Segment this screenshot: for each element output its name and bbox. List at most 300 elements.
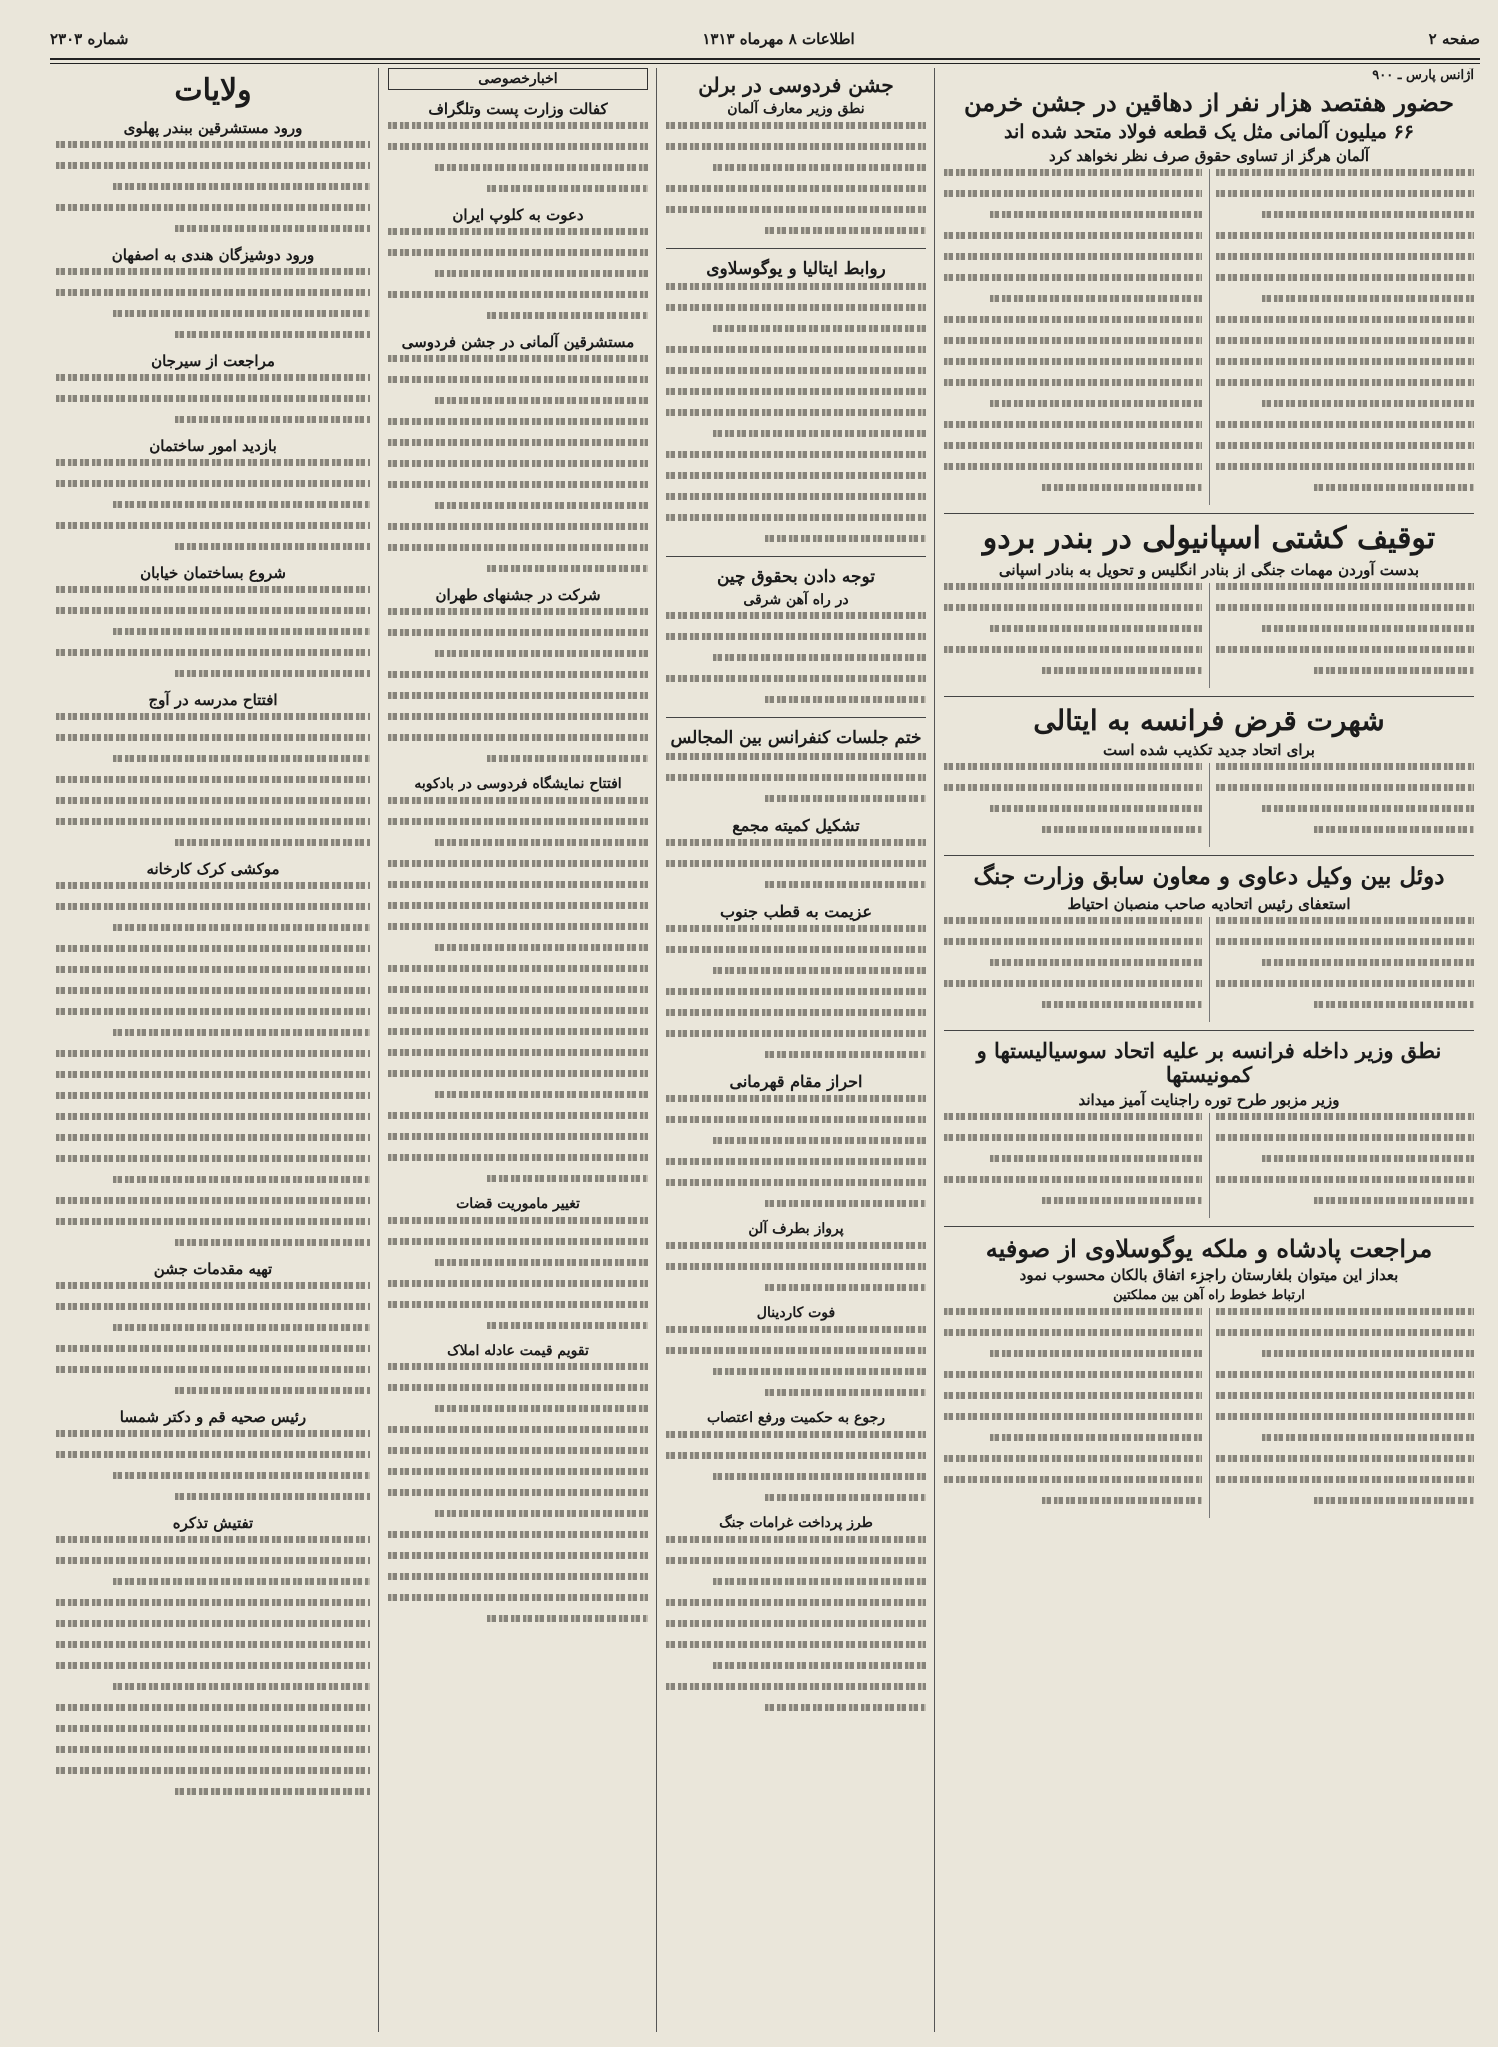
text-line (1262, 625, 1474, 632)
text-line (1216, 253, 1474, 260)
article-body (944, 1308, 1474, 1518)
text-line (388, 1217, 648, 1224)
text-line (388, 608, 648, 615)
text-line (56, 987, 370, 994)
text-line (1216, 604, 1474, 611)
text-line (113, 924, 370, 931)
text-line (56, 903, 370, 910)
text-line (56, 1641, 370, 1648)
subheadline-duel: استعفای رئیس اتحادیه صاحب منصبان احتیاط (1067, 894, 1351, 913)
text-line (666, 1620, 926, 1627)
text-line (56, 162, 370, 169)
text-line (56, 204, 370, 211)
text-line (765, 1200, 926, 1207)
text-line (666, 185, 926, 192)
text-line (388, 860, 648, 867)
article-body (944, 169, 1474, 505)
text-line (990, 295, 1202, 302)
column-rule (934, 68, 935, 2032)
subheadline-harvest-festival-2: آلمان هرگز از تساوی حقوق صرف نظر نخواهد کرد (1048, 147, 1370, 166)
text-line (388, 1028, 648, 1035)
headline-celebration-prep: تهیه مقدمات جشن (153, 1259, 273, 1278)
text-line (1314, 1497, 1474, 1504)
text-line (944, 646, 1202, 653)
article-body (944, 763, 1474, 847)
text-line (666, 1683, 926, 1690)
text-line (666, 839, 926, 846)
text-line (175, 1788, 370, 1795)
text-line (1216, 358, 1474, 365)
text-line (56, 1536, 370, 1543)
text-line (388, 544, 648, 551)
article-body (388, 1363, 648, 1622)
text-line (56, 1197, 370, 1204)
text-line (56, 1366, 370, 1373)
text-line (666, 493, 926, 500)
text-line (944, 442, 1202, 449)
subheadline-king-return: بعداز این میتوان بلغارستان راجزء اتفاق بالکان محسوب نمود (1019, 1266, 1399, 1285)
text-line (944, 1329, 1202, 1336)
text-line (113, 310, 370, 317)
article-body (56, 141, 370, 232)
text-line (944, 917, 1202, 924)
article-body (666, 1431, 926, 1501)
headline-conference-end: ختم جلسات کنفرانس بین المجالس (670, 728, 922, 749)
text-line (765, 227, 926, 234)
text-line (56, 797, 370, 804)
text-line (713, 430, 926, 437)
article-body (388, 797, 648, 1182)
text-line (487, 312, 648, 319)
text-line (666, 409, 926, 416)
text-line (56, 1746, 370, 1753)
article-body (56, 459, 370, 550)
text-line (56, 522, 370, 529)
text-line (175, 1387, 370, 1394)
text-line (56, 395, 370, 402)
text-line (388, 1133, 648, 1140)
text-line (1042, 484, 1202, 491)
headline-china-rights: توجه دادن بحقوق چین (716, 567, 876, 588)
text-line (56, 1430, 370, 1437)
text-line (944, 980, 1202, 987)
text-line (944, 337, 1202, 344)
text-line (388, 228, 648, 235)
text-line (56, 268, 370, 275)
text-line (666, 367, 926, 374)
text-line (944, 274, 1202, 281)
text-line (1216, 1176, 1474, 1183)
text-line (1216, 421, 1474, 428)
text-line (765, 535, 926, 542)
text-line (388, 1301, 648, 1308)
text-line (666, 206, 926, 213)
subheadline-interior-minister: وزیر مزبور طرح توره راجنایت آمیز میداند (1078, 1090, 1340, 1109)
text-line (1262, 805, 1474, 812)
text-line (666, 1431, 926, 1438)
masthead-rule (50, 58, 1480, 64)
column-rule (656, 68, 657, 2032)
text-line (56, 649, 370, 656)
headline-street-construction: شروع بساختمان خیابان (140, 563, 286, 582)
subheadline-loan-italy: برای اتحاد جدید تکذیب شده است (1103, 741, 1315, 760)
text-line (113, 1578, 370, 1585)
article-body (666, 1242, 926, 1291)
text-line (944, 421, 1202, 428)
text-line (713, 325, 926, 332)
text-line (388, 1594, 648, 1601)
text-line (666, 283, 926, 290)
text-line (1262, 295, 1474, 302)
text-line (666, 1452, 926, 1459)
text-line (1216, 1134, 1474, 1141)
text-line (1314, 484, 1474, 491)
text-line (388, 713, 648, 720)
text-line (487, 1175, 648, 1182)
headline-king-return: مراجعت پادشاه و ملکه یوگوسلاوی از صوفیه (985, 1233, 1433, 1263)
article-body (666, 753, 926, 802)
text-line (666, 122, 926, 129)
text-line (1216, 1392, 1474, 1399)
article-body (56, 882, 370, 1246)
text-line (944, 1308, 1202, 1315)
text-line (666, 1179, 926, 1186)
text-line (1216, 1308, 1474, 1315)
text-line (666, 1263, 926, 1270)
text-line (944, 1392, 1202, 1399)
text-line (435, 944, 648, 951)
text-line (1216, 1329, 1474, 1336)
text-line (944, 938, 1202, 945)
text-line (388, 1531, 648, 1538)
text-line (487, 565, 648, 572)
text-line (56, 289, 370, 296)
foreign-news-column (938, 68, 1480, 2032)
headline-flight: پرواز بطرف آلن (748, 1221, 844, 1238)
subheadline-spanish-ship: بدست آوردن مهمات جنگی از بنادر انگلیس و تحویل به بنادر اسپانی (998, 560, 1420, 579)
text-line (113, 1472, 370, 1479)
text-line (56, 818, 370, 825)
text-line (388, 1552, 648, 1559)
text-line (666, 1326, 926, 1333)
text-line (388, 523, 648, 530)
headline-judges-transfer: تغییر ماموریت قضات (456, 1195, 580, 1212)
text-line (944, 1455, 1202, 1462)
text-line (388, 818, 648, 825)
text-line (388, 122, 648, 129)
news-column-3 (382, 68, 654, 2032)
text-line (56, 1620, 370, 1627)
text-line (113, 1176, 370, 1183)
text-line (666, 925, 926, 932)
headline-iran-club: دعوت به کلوپ ایران (452, 206, 584, 224)
text-line (1216, 1413, 1474, 1420)
text-line (666, 1158, 926, 1165)
text-line (435, 1405, 648, 1412)
text-line (388, 1154, 648, 1161)
text-line (666, 675, 926, 682)
text-line (1042, 826, 1202, 833)
text-line (666, 1009, 926, 1016)
text-line (944, 583, 1202, 590)
provinces-section-title: ولایات (174, 73, 252, 108)
text-line (388, 1363, 648, 1370)
text-line (388, 986, 648, 993)
text-line (666, 304, 926, 311)
text-line (113, 1683, 370, 1690)
text-line (113, 628, 370, 635)
article-body (56, 1536, 370, 1795)
text-line (944, 604, 1202, 611)
text-line (1216, 784, 1474, 791)
text-line (56, 734, 370, 741)
text-line (388, 376, 648, 383)
subheadline-china-rights: در راه آهن شرقی (743, 591, 849, 608)
text-line (713, 1473, 926, 1480)
text-line (765, 881, 926, 888)
text-line (56, 607, 370, 614)
text-line (1216, 1113, 1474, 1120)
text-line (666, 388, 926, 395)
text-line (56, 374, 370, 381)
text-line (56, 1451, 370, 1458)
text-line (1216, 980, 1474, 987)
article-body (56, 586, 370, 677)
headline-italy-yugoslavia: روابط ایتالیا و یوگوسلاوی (706, 258, 886, 279)
text-line (1042, 667, 1202, 674)
text-line (944, 316, 1202, 323)
text-line (666, 612, 926, 619)
headline-baku-exhibition: افتتاح نمایشگاه فردوسی در بادکوبه (414, 776, 622, 792)
text-line (175, 839, 370, 846)
headline-property-valuation: تقویم قیمت عادله املاک (447, 1342, 589, 1359)
text-line (56, 1218, 370, 1225)
text-line (944, 784, 1202, 791)
text-line (666, 514, 926, 521)
text-line (388, 965, 648, 972)
text-line (435, 270, 648, 277)
text-line (56, 776, 370, 783)
text-line (56, 1050, 370, 1057)
text-line (990, 625, 1202, 632)
text-line (1262, 211, 1474, 218)
text-line (56, 713, 370, 720)
headline-return-sirjan: مراجعت از سیرجان (151, 351, 275, 370)
headline-cardinal: فوت کاردینال (756, 1305, 836, 1322)
text-line (1216, 337, 1474, 344)
text-line (666, 1536, 926, 1543)
text-line (435, 839, 648, 846)
headline-arbitration: رجوع به حکمیت ورفع اعتصاب (706, 1409, 886, 1426)
text-line (713, 967, 926, 974)
subheadline-king-return-2: ارتباط خطوط راه آهن بین مملکتین (1113, 1288, 1305, 1304)
text-line (944, 169, 1202, 176)
article-body (56, 268, 370, 338)
article-body (388, 355, 648, 572)
text-line (1216, 169, 1474, 176)
text-line (1216, 583, 1474, 590)
text-line (388, 418, 648, 425)
text-line (175, 670, 370, 677)
text-line (487, 1615, 648, 1622)
text-line (113, 1324, 370, 1331)
newspaper-page (50, 22, 1480, 2032)
date-title: اطلاعات ۸ مهرماه ۱۳۱۳ (702, 30, 855, 48)
text-line (666, 860, 926, 867)
text-line (944, 190, 1202, 197)
text-line (1216, 316, 1474, 323)
text-line (713, 1662, 926, 1669)
text-line (435, 1259, 648, 1266)
text-line (56, 1113, 370, 1120)
text-line (666, 346, 926, 353)
text-line (1262, 1350, 1474, 1357)
text-line (435, 650, 648, 657)
text-line (944, 1176, 1202, 1183)
text-line (56, 1303, 370, 1310)
text-line (388, 1112, 648, 1119)
headline-war-reparations: طرز پرداخت غرامات جنگ (719, 1514, 873, 1531)
text-line (1216, 274, 1474, 281)
headline-south-pole: عزیمت به قطب جنوب (719, 901, 873, 921)
text-line (56, 1704, 370, 1711)
article-body (388, 228, 648, 319)
article-body (666, 925, 926, 1058)
text-line (388, 881, 648, 888)
text-line (487, 755, 648, 762)
text-line (713, 164, 926, 171)
text-line (388, 481, 648, 488)
text-line (388, 1384, 648, 1391)
text-line (944, 1371, 1202, 1378)
article-body (388, 608, 648, 762)
headline-school-avaj: افتتاح مدرسه در آوج (148, 690, 278, 709)
text-line (666, 988, 926, 995)
text-line (1262, 1434, 1474, 1441)
special-news-label: اخبارخصوصی (388, 68, 648, 90)
headline-championship: احراز مقام قهرمانی (729, 1072, 863, 1092)
text-line (113, 183, 370, 190)
text-line (990, 1155, 1202, 1162)
text-line (435, 502, 648, 509)
text-line (388, 692, 648, 699)
subheadline-harvest-festival: ۶۶ میلیون آلمانی مثل یک قطعه فولاد متحد شده اند (1004, 120, 1414, 143)
text-line (388, 671, 648, 678)
text-line (666, 1641, 926, 1648)
headline-passport-inspection: تفتیش تذکره (172, 1513, 254, 1532)
text-line (388, 1489, 648, 1496)
text-line (388, 1007, 648, 1014)
text-line (56, 1092, 370, 1099)
text-line (388, 734, 648, 741)
text-line (1314, 1197, 1474, 1204)
text-line (1216, 463, 1474, 470)
text-line (388, 291, 648, 298)
text-line (175, 1239, 370, 1246)
headline-interior-minister: نطق وزیر داخله فرانسه بر علیه اتحاد سوسیالیستها و کمونیستها (976, 1037, 1442, 1087)
text-line (666, 633, 926, 640)
article-body (666, 1536, 926, 1711)
text-line (990, 400, 1202, 407)
text-line (666, 143, 926, 150)
text-line (1042, 1497, 1202, 1504)
text-line (1216, 938, 1474, 945)
text-line (990, 1350, 1202, 1357)
text-line (1216, 190, 1474, 197)
masthead (50, 22, 1480, 56)
text-line (388, 1573, 648, 1580)
headline-wool-factory: موکشی کرک کارخانه (146, 859, 280, 878)
text-line (944, 379, 1202, 386)
headline-ferdowsi-berlin: جشن فردوسی در برلن (698, 73, 894, 97)
headline-post-ministry: کفالت وزارت پست وتلگراف (428, 100, 608, 118)
headline-qom-health: رئیس صحیه قم و دکتر شمسا (119, 1407, 307, 1426)
text-line (765, 1051, 926, 1058)
text-line (435, 1091, 648, 1098)
text-line (666, 753, 926, 760)
text-line (666, 1242, 926, 1249)
headline-tehran-celebrations: شرکت در جشنهای طهران (435, 586, 601, 604)
text-line (944, 253, 1202, 260)
article-body (666, 612, 926, 703)
text-line (388, 1049, 648, 1056)
page-label: صفحه ۲ (1428, 30, 1480, 48)
text-line (487, 185, 648, 192)
article-body (56, 374, 370, 423)
text-line (990, 805, 1202, 812)
text-line (713, 1578, 926, 1585)
text-line (765, 795, 926, 802)
text-line (666, 1557, 926, 1564)
text-line (765, 696, 926, 703)
agency-credit: آژانس پارس ـ ۹۰۰ (1372, 68, 1474, 83)
text-line (388, 249, 648, 256)
text-line (666, 774, 926, 781)
text-line (435, 1510, 648, 1517)
text-line (435, 397, 648, 404)
text-line (666, 472, 926, 479)
text-line (487, 1322, 648, 1329)
text-line (944, 358, 1202, 365)
text-line (1314, 667, 1474, 674)
article-body (56, 1282, 370, 1394)
text-line (666, 451, 926, 458)
text-line (388, 902, 648, 909)
text-line (666, 1030, 926, 1037)
text-line (944, 1113, 1202, 1120)
text-line (765, 1494, 926, 1501)
article-body (666, 839, 926, 888)
text-line (56, 966, 370, 973)
text-line (56, 1725, 370, 1732)
provinces-column (50, 68, 376, 2032)
text-line (666, 1599, 926, 1606)
text-line (388, 460, 648, 467)
text-line (388, 629, 648, 636)
headline-german-orientalists: مستشرقین آلمانی در جشن فردوسی (401, 333, 635, 351)
text-line (388, 1468, 648, 1475)
text-line (388, 439, 648, 446)
text-line (56, 459, 370, 466)
text-line (1216, 646, 1474, 653)
headline-duel: دوئل بین وکیل دعاوی و معاون سابق وزارت جنگ (973, 863, 1445, 891)
text-line (175, 225, 370, 232)
text-line (1042, 1197, 1202, 1204)
text-line (1042, 1001, 1202, 1008)
text-line (56, 480, 370, 487)
text-line (765, 1704, 926, 1711)
text-line (944, 232, 1202, 239)
